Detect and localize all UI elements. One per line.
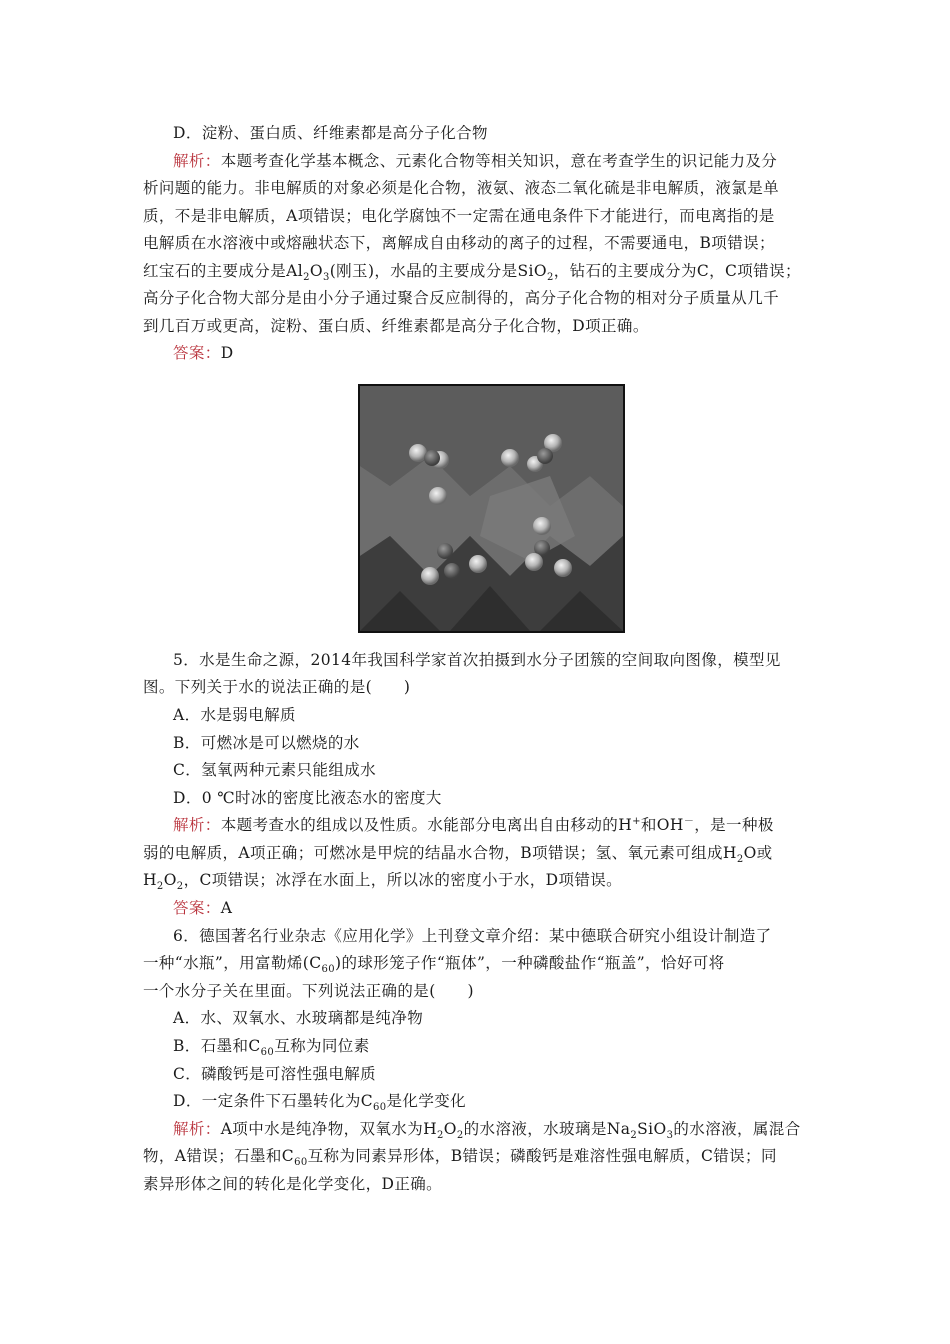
q6-stem: 一个水分子关在里面。下列说法正确的是( ) <box>143 982 474 1000</box>
analysis-label: 解析： <box>173 152 221 170</box>
answer-label: 答案： <box>173 899 221 917</box>
q5-analysis-line: 弱的电解质，A项正确；可燃冰是甲烷的结晶水合物，B项错误；氢、氧元素可组成$H_2O$或 <box>143 844 773 866</box>
q4-option-d: D．淀粉、蛋白质、纤维素都是高分子化合物 <box>173 124 488 142</box>
analysis-label: 解析： <box>173 816 221 834</box>
q6-option-d: D．一定条件下石墨转化为$C_{60}$是化学变化 <box>173 1092 467 1114</box>
q6-analysis-line: 物，A错误；石墨和$C_{60}$互称为同素异形体，B错误；磷酸钙是难溶性强电解质，C错误；同 <box>143 1147 777 1169</box>
q4-analysis-line: 到几百万或更高，淀粉、蛋白质、纤维素都是高分子化合物，D项正确。 <box>143 317 649 335</box>
q5-stem: 5．水是生命之源，2014年我国科学家首次拍摄到水分子团簇的空间取向图像，模型见 <box>173 651 781 669</box>
q6-stem: 6．德国著名行业杂志《应用化学》上刊登文章介绍：某中德联合研究小组设计制造了 <box>173 927 772 945</box>
q6-option-a: A．水、双氧水、水玻璃都是纯净物 <box>173 1009 424 1027</box>
water-cluster-image <box>358 384 625 633</box>
q4-analysis-line: 电解质在水溶液中或熔融状态下，离解成自由移动的离子的过程，不需要通电，B项错误； <box>143 234 775 252</box>
q4-analysis-line: 高分子化合物大部分是由小分子通过聚合反应制得的，高分子化合物的相对分子质量从几千 <box>143 289 780 307</box>
q5-option-a: A．水是弱电解质 <box>173 706 296 724</box>
q4-analysis-line: 析问题的能力。非电解质的对象必须是化合物，液氨、液态二氧化硫是非电解质，液氯是单 <box>143 179 780 197</box>
q6-analysis-line: 素异形体之间的转化是化学变化，D正确。 <box>143 1175 443 1193</box>
q5-option-c: C．氢氧两种元素只能组成水 <box>173 761 377 779</box>
q5-stem: 图。下列关于水的说法正确的是( ) <box>143 678 411 696</box>
q5-analysis-line: $H_2O_2$，C项错误；冰浮在水面上，所以冰的密度小于水，D项错误。 <box>143 871 623 893</box>
q6-analysis-line: 解析：A项中水是纯净物，双氧水为$H_2O_2$的水溶液，水玻璃是$Na_2SiO_3$的水溶液，属混合 <box>173 1120 801 1142</box>
q6-stem: 一种“水瓶”，用富勒烯$(C_{60})$的球形笼子作“瓶体”，一种磷酸盐作“瓶盖”，恰好可将 <box>143 954 725 976</box>
q6-option-b: B．石墨和$C_{60}$互称为同位素 <box>173 1037 370 1059</box>
q4-analysis-line: 红宝石的主要成分是$Al_2O_3$(刚玉)，水晶的主要成分是SiO$_2$，钻石的主要成分为C，C项错误； <box>143 262 801 284</box>
q5-answer: 答案：A <box>173 899 233 917</box>
q4-analysis-line: 质，不是非电解质，A项错误；电化学腐蚀不一定需在通电条件下才能进行，而电离指的是 <box>143 207 775 225</box>
answer-label: 答案： <box>173 344 221 362</box>
q4-answer: 答案：D <box>173 344 234 362</box>
analysis-label: 解析： <box>173 1120 221 1138</box>
q5-option-d: D．0 ℃时冰的密度比液态水的密度大 <box>173 789 442 807</box>
q4-analysis-line: 解析：本题考查化学基本概念、元素化合物等相关知识，意在考查学生的识记能力及分 <box>173 152 778 170</box>
q5-option-b: B．可燃冰是可以燃烧的水 <box>173 734 360 752</box>
q5-analysis-line: 解析：本题考查水的组成以及性质。水能部分电离出自由移动的H+和OH－，是一种极 <box>173 815 774 834</box>
q6-option-c: C．磷酸钙是可溶性强电解质 <box>173 1065 377 1083</box>
water-cluster-illustration <box>360 386 623 631</box>
